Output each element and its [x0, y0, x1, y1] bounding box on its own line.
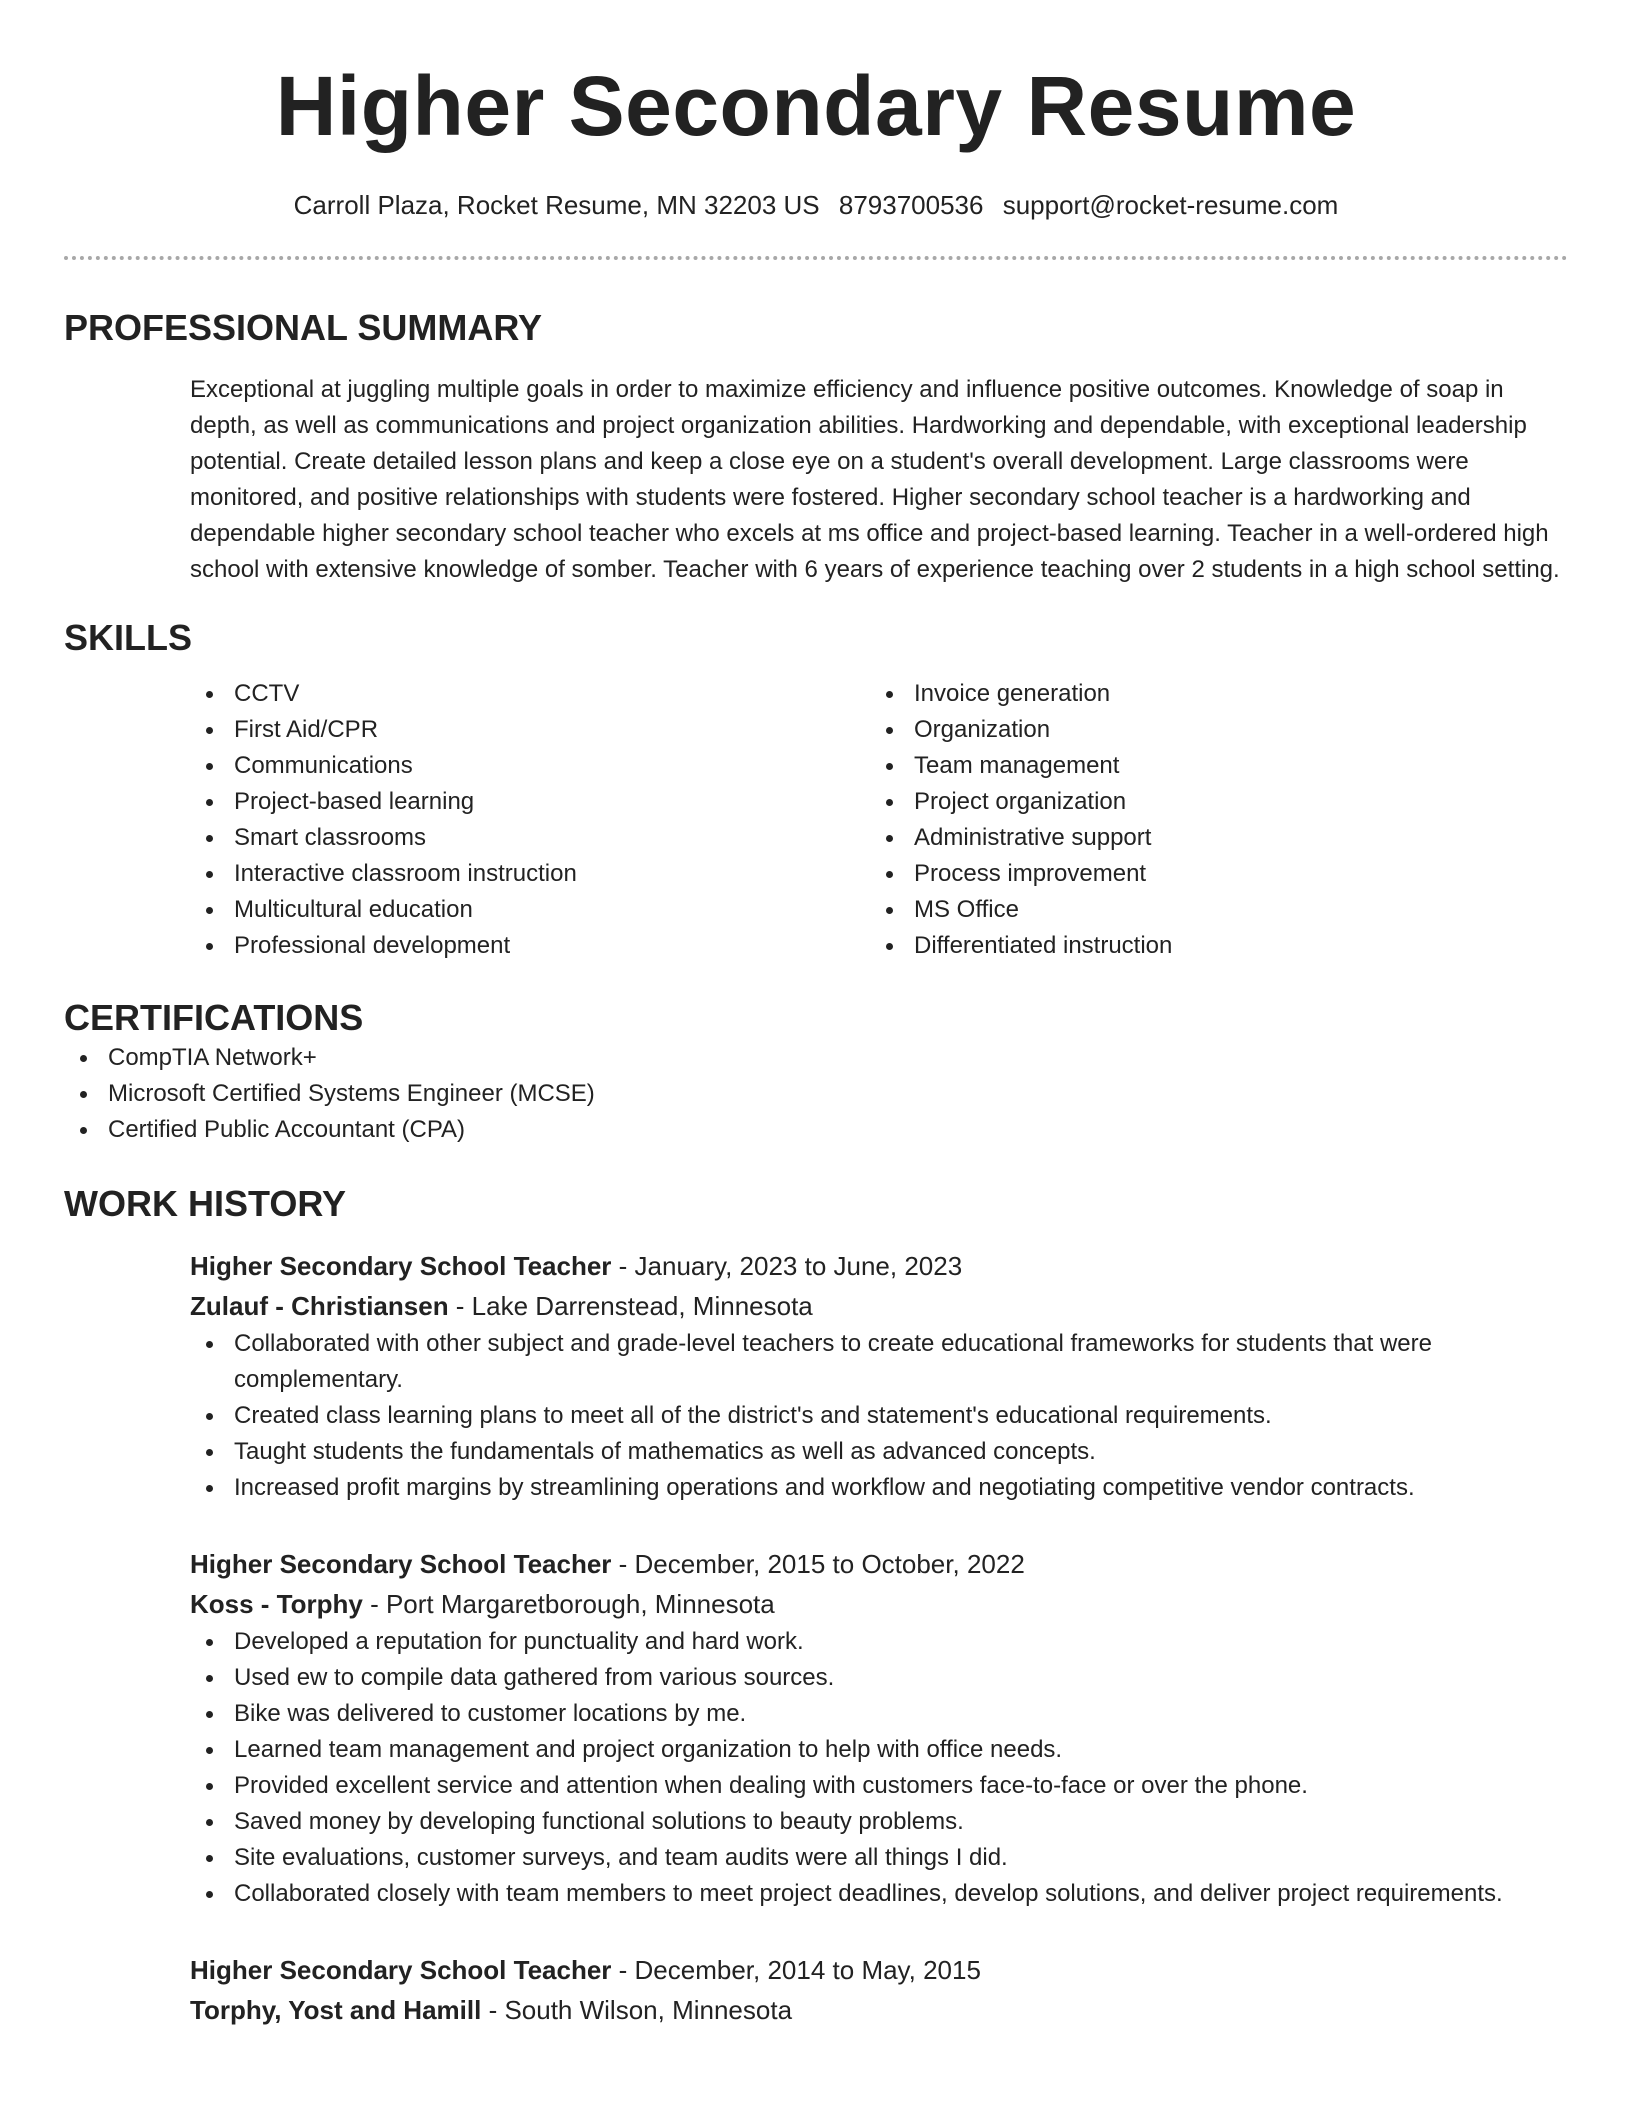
- job-dates: - January, 2023 to June, 2023: [611, 1251, 963, 1281]
- skill-item: Differentiated instruction: [870, 928, 1550, 964]
- job-bullet: Bike was delivered to customer locations by me.: [190, 1696, 1568, 1732]
- skills-grid: [190, 676, 1568, 964]
- skill-item: CCTV: [190, 676, 870, 712]
- job-bullet: Site evaluations, customer surveys, and team audits were all things I did.: [190, 1840, 1568, 1876]
- skill-item: Communications: [190, 748, 870, 784]
- resume-title: Higher Secondary Resume: [275, 59, 1357, 153]
- job-dates: - December, 2015 to October, 2022: [611, 1549, 1025, 1579]
- job-entry: [190, 1544, 1568, 1912]
- skill-item: Invoice generation: [870, 676, 1550, 712]
- job-title-line: [190, 1950, 1568, 1990]
- job-entry: [190, 1246, 1568, 1506]
- contact-line: [64, 188, 1568, 222]
- job-bullet: Provided excellent service and attention when dealing with customers face-to-face or over the phone.: [190, 1768, 1568, 1804]
- job-bullet: Collaborated with other subject and grade-level teachers to create educational frameworks for students that were complementary.: [190, 1326, 1568, 1398]
- summary-text: Exceptional at juggling multiple goals in order to maximize efficiency and influence positive outcomes. Knowledge of soap in depth, as well as communications and project organization abilities. Hardworking and dependable, with exceptional leadership potential. Create detailed lesson plans and keep a close eye on a student's overall development. Large classrooms were monitored, and positive relationships with students were fostered. Higher secondary school teacher is a hardworking and dependable higher secondary school teacher who excels at ms office and project-based learning. Teacher in a well-ordered high school with extensive knowledge of somber. Teacher with 6 years of experience teaching over 2 students in a high school setting.: [190, 376, 1560, 583]
- job-company: Zulauf - Christiansen: [190, 1291, 449, 1321]
- skill-item: Interactive classroom instruction: [190, 856, 870, 892]
- job-bullet: Increased profit margins by streamlining operations and workflow and negotiating competitive vendor contracts.: [190, 1470, 1568, 1506]
- skill-item: Project-based learning: [190, 784, 870, 820]
- job-company: Koss - Torphy: [190, 1589, 363, 1619]
- job-location: - Port Margaretborough, Minnesota: [362, 1589, 775, 1619]
- skill-item: Administrative support: [870, 820, 1550, 856]
- job-title: Higher Secondary School Teacher: [190, 1251, 612, 1281]
- job-bullet: Collaborated closely with team members to meet project deadlines, develop solutions, and deliver project requirements.: [190, 1876, 1568, 1912]
- job-company-line: [190, 1584, 1568, 1624]
- skill-item: Smart classrooms: [190, 820, 870, 856]
- job-title-line: [190, 1544, 1568, 1584]
- skill-item: Project organization: [870, 784, 1550, 820]
- work-history-heading: WORK HISTORY: [64, 1183, 347, 1224]
- certification-item: Certified Public Accountant (CPA): [64, 1112, 1568, 1148]
- job-location: - South Wilson, Minnesota: [481, 1995, 793, 2025]
- summary-heading: PROFESSIONAL SUMMARY: [64, 307, 543, 348]
- job-bullet: Used ew to compile data gathered from various sources.: [190, 1660, 1568, 1696]
- job-bullet: Saved money by developing functional solutions to beauty problems.: [190, 1804, 1568, 1840]
- certifications-list: [64, 1040, 1568, 1148]
- skill-item: Organization: [870, 712, 1550, 748]
- skills-list-right: [870, 676, 1550, 964]
- skills-list-left: [190, 676, 870, 964]
- job-entry: [190, 1950, 1568, 2030]
- skill-item: Process improvement: [870, 856, 1550, 892]
- header-divider: [64, 256, 1568, 260]
- contact-email: support@rocket-resume.com: [1002, 190, 1339, 220]
- job-location: - Lake Darrenstead, Minnesota: [448, 1291, 813, 1321]
- certifications-heading: CERTIFICATIONS: [64, 997, 364, 1038]
- job-bullet: Developed a reputation for punctuality and hard work.: [190, 1624, 1568, 1660]
- job-bullets: [190, 1624, 1568, 1912]
- contact-address: Carroll Plaza, Rocket Resume, MN 32203 US: [293, 190, 820, 220]
- job-title: Higher Secondary School Teacher: [190, 1955, 612, 1985]
- job-bullet: Learned team management and project organization to help with office needs.: [190, 1732, 1568, 1768]
- job-bullets: [190, 1326, 1568, 1506]
- job-bullet: Created class learning plans to meet all of the district's and statement's educational requirements.: [190, 1398, 1568, 1434]
- certification-item: Microsoft Certified Systems Engineer (MCSE): [64, 1076, 1568, 1112]
- contact-phone: 8793700536: [838, 190, 984, 220]
- job-company-line: [190, 1286, 1568, 1326]
- job-company-line: [190, 1990, 1568, 2030]
- certification-item: CompTIA Network+: [64, 1040, 1568, 1076]
- job-bullet: Taught students the fundamentals of mathematics as well as advanced concepts.: [190, 1434, 1568, 1470]
- job-company: Torphy, Yost and Hamill: [190, 1995, 482, 2025]
- resume-header: [64, 0, 1568, 222]
- job-title: Higher Secondary School Teacher: [190, 1549, 612, 1579]
- skill-item: MS Office: [870, 892, 1550, 928]
- skill-item: Professional development: [190, 928, 870, 964]
- skill-item: Multicultural education: [190, 892, 870, 928]
- job-dates: - December, 2014 to May, 2015: [611, 1955, 981, 1985]
- skill-item: Team management: [870, 748, 1550, 784]
- skills-heading: SKILLS: [64, 617, 193, 658]
- skill-item: First Aid/CPR: [190, 712, 870, 748]
- job-title-line: [190, 1246, 1568, 1286]
